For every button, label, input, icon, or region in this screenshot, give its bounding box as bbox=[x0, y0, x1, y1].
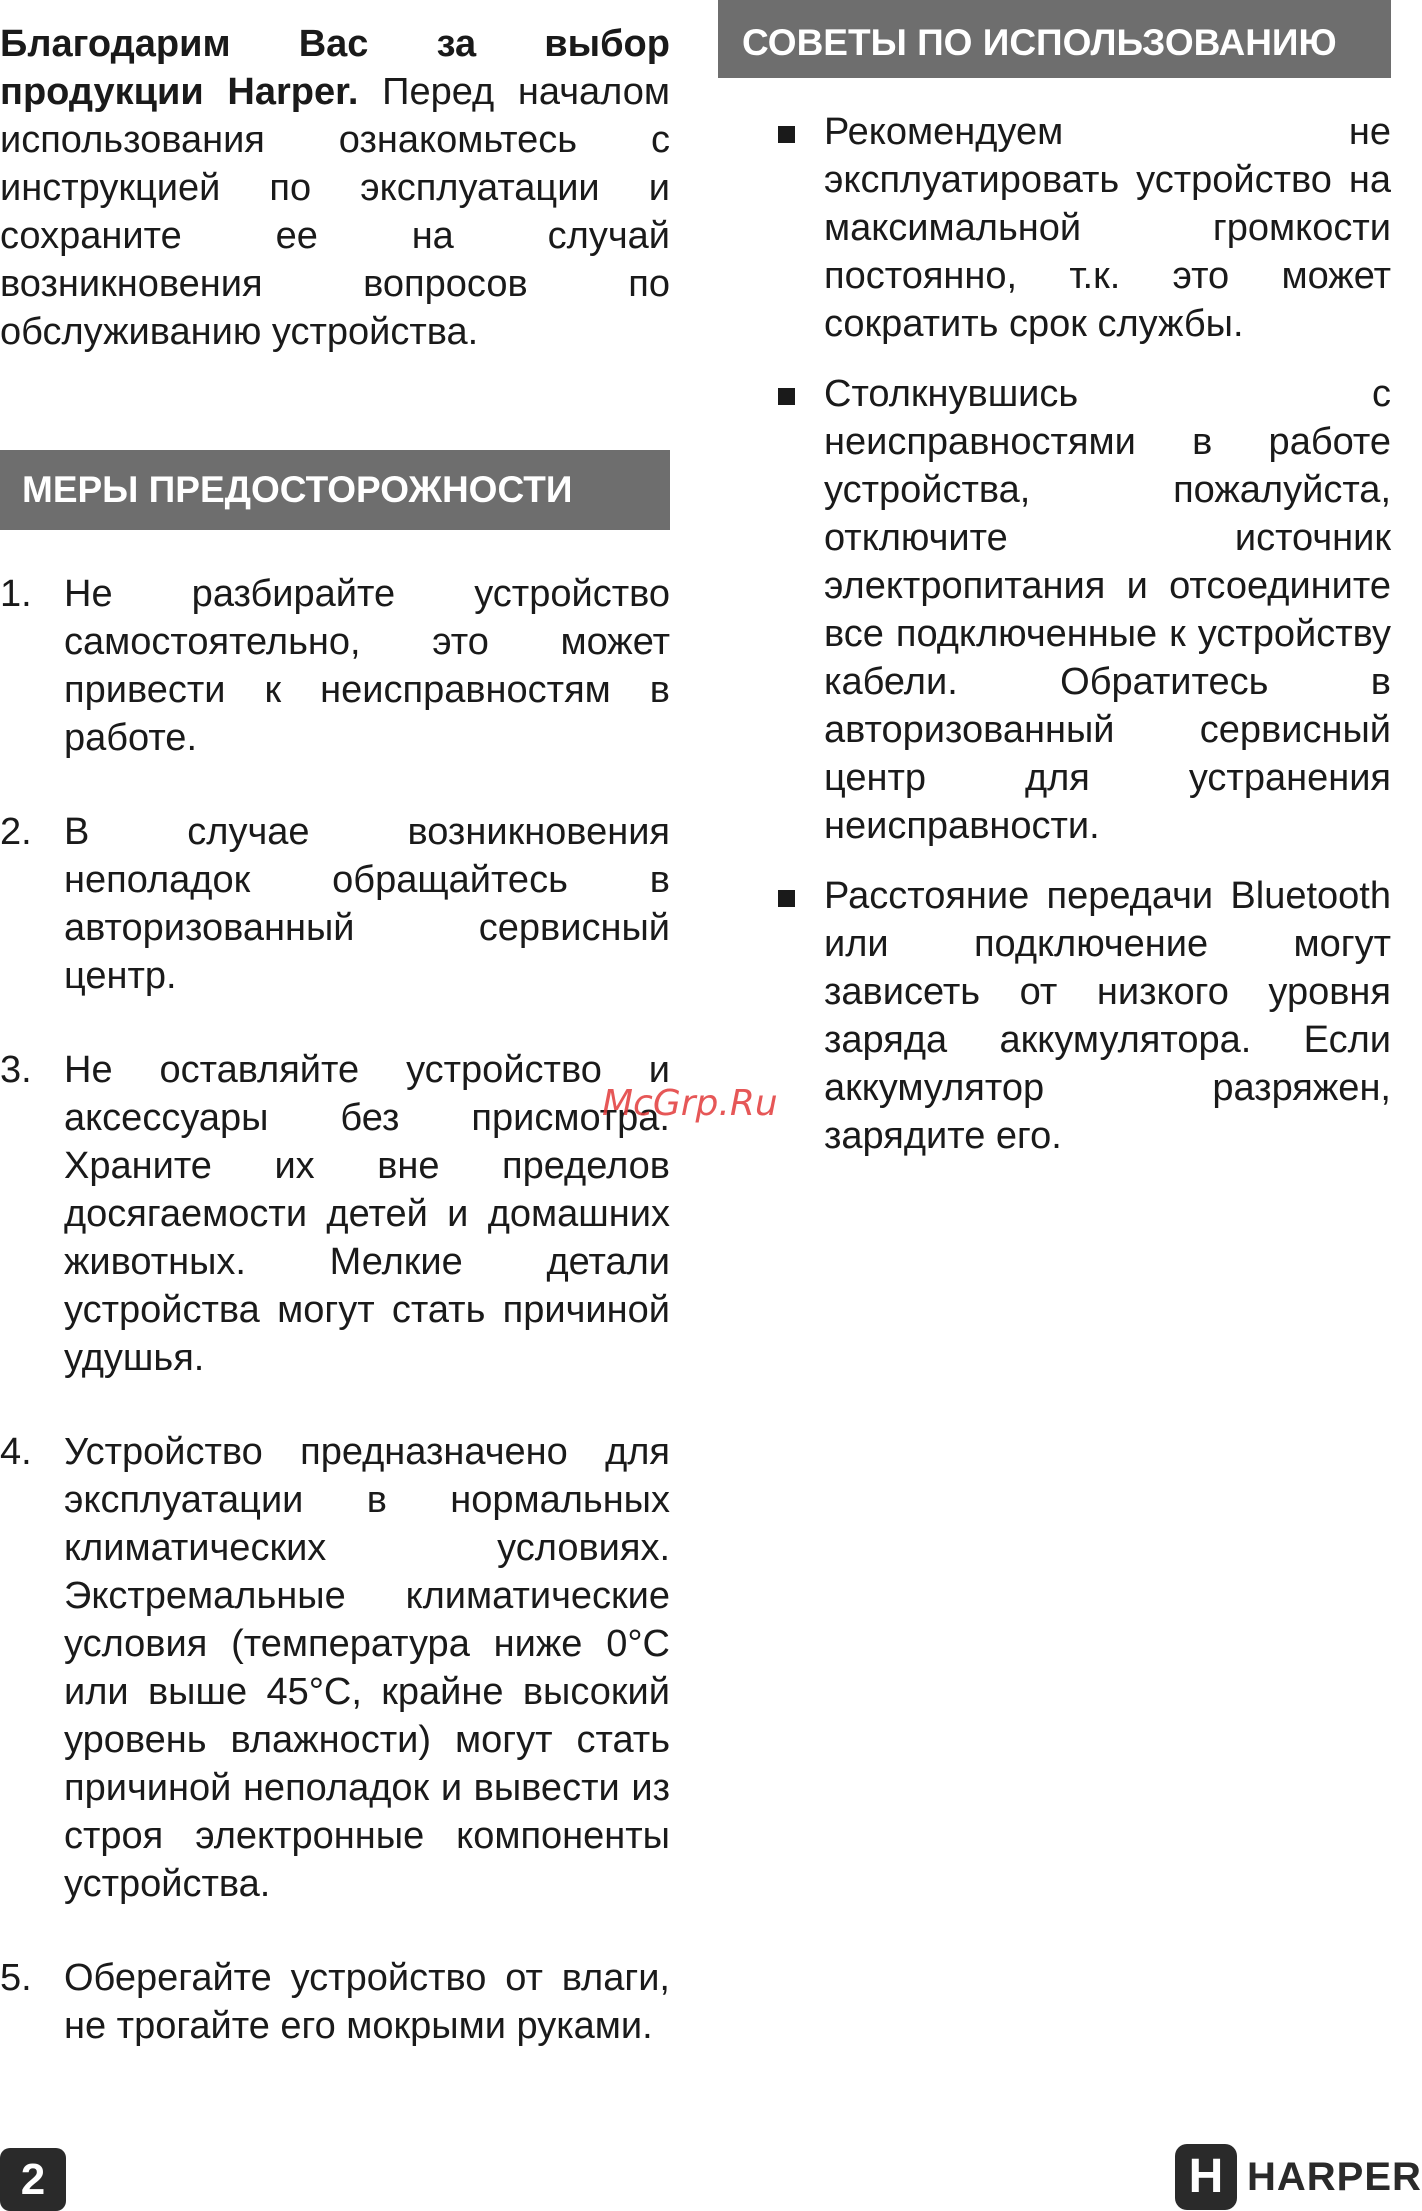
page-number: 2 bbox=[0, 2148, 66, 2211]
item-text: Устройство предназначено для эксплуатации в нормальных климатических условиях. Экстремальные климатические условия (температура ниже 0°С или выше 45°С, крайне высокий уровень влажности) могут стать причиной неполадок и вывести из строя электронные компоненты устройства. bbox=[64, 1431, 670, 1905]
item-text: Оберегайте устройство от влаги, не трогайте его мокрыми руками. bbox=[64, 1957, 670, 2047]
harper-logo-icon: H bbox=[1175, 2144, 1237, 2210]
item-number: 2. bbox=[0, 811, 32, 853]
precaution-item-3 bbox=[0, 1046, 670, 1382]
left-column bbox=[0, 20, 670, 2096]
brand-name: HARPER bbox=[1247, 2154, 1422, 2199]
right-column bbox=[718, 0, 1391, 1182]
item-number: 4. bbox=[0, 1431, 32, 1473]
intro-bold: Благодарим Вас за выбор продукции Harper. bbox=[0, 23, 670, 113]
brand-logo bbox=[1175, 2144, 1422, 2210]
item-text: Не оставляйте устройство и аксессуары без присмотра. Храните их вне пределов досягаемости детей и домашних животных. Мелкие детали устройства могут стать причиной удушья. bbox=[64, 1049, 670, 1379]
square-bullet-icon bbox=[778, 388, 795, 405]
item-number: 1. bbox=[0, 573, 32, 615]
tip-item-2 bbox=[718, 370, 1391, 850]
precaution-item-1 bbox=[0, 570, 670, 762]
tip-item-3 bbox=[718, 872, 1391, 1160]
watermark: McGrp.Ru bbox=[602, 1083, 778, 1124]
intro-paragraph bbox=[0, 20, 670, 356]
precaution-item-4 bbox=[0, 1428, 670, 1908]
item-text: Не разбирайте устройство самостоятельно, это может привести к неисправностям в работе. bbox=[64, 573, 670, 759]
tips-list bbox=[718, 108, 1391, 1160]
precautions-list bbox=[0, 570, 670, 2050]
tip-text: Столкнувшись с неисправностями в работе устройства, пожалуйста, отключите источник электропитания и отсоедините все подключенные к устройству кабели. Обратитесь в авторизованный сервисный центр для устранения неисправности. bbox=[824, 373, 1391, 847]
intro-text: Перед началом использования ознакомьтесь с инструкцией по эксплуатации и сохраните ее на случай возникновения вопросов по обслуживанию устройства. bbox=[0, 71, 670, 353]
precautions-header: МЕРЫ ПРЕДОСТОРОЖНОСТИ bbox=[0, 450, 670, 530]
tip-text: Расстояние передачи Bluetooth или подключение могут зависеть от низкого уровня заряда аккумулятора. Если аккумулятор разряжен, зарядите его. bbox=[824, 875, 1391, 1157]
precaution-item-5 bbox=[0, 1954, 670, 2050]
tip-text: Рекомендуем не эксплуатировать устройство на максимальной громкости постоянно, т.к. это может сократить срок службы. bbox=[824, 111, 1391, 345]
square-bullet-icon bbox=[778, 890, 795, 907]
tips-header: СОВЕТЫ ПО ИСПОЛЬЗОВАНИЮ bbox=[718, 0, 1391, 78]
tip-item-1 bbox=[718, 108, 1391, 348]
precaution-item-2 bbox=[0, 808, 670, 1000]
item-number: 3. bbox=[0, 1049, 32, 1091]
item-number: 5. bbox=[0, 1957, 32, 1999]
item-text: В случае возникновения неполадок обращайтесь в авторизованный сервисный центр. bbox=[64, 811, 670, 997]
square-bullet-icon bbox=[778, 126, 795, 143]
